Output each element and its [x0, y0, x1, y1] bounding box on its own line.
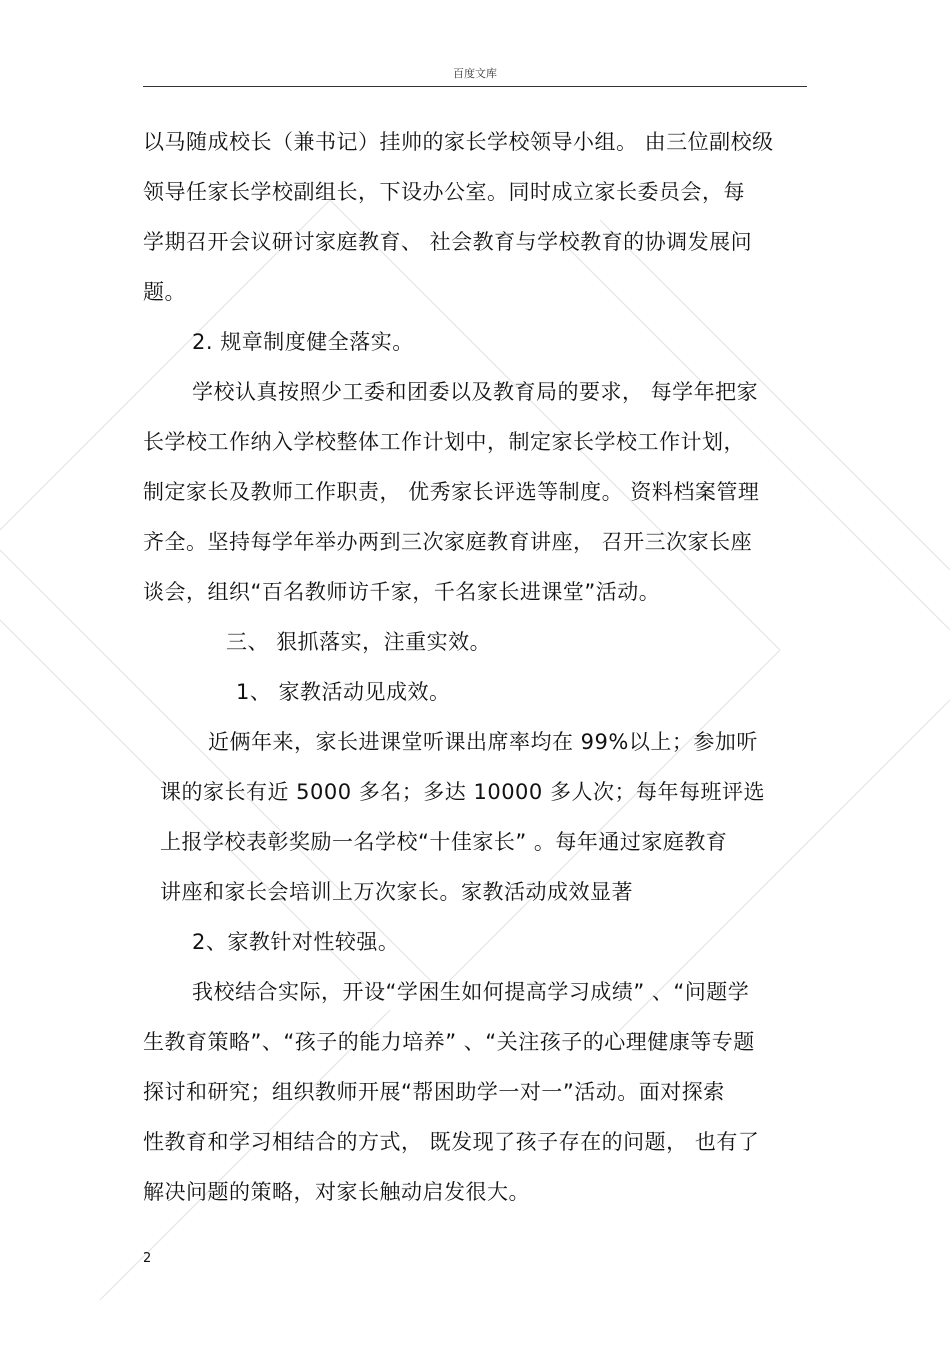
page-header: 百度文库	[143, 64, 807, 87]
paragraph-line: 谈会，组织“百名教师访千家，千名家长进课堂”活动。	[143, 580, 661, 604]
section-heading: 1、 家教活动见成效。	[236, 680, 451, 704]
paragraph-line: 学期召开会议研讨家庭教育、 社会教育与学校教育的协调发展问	[143, 230, 753, 254]
paragraph-line: 齐全。坚持每学年举办两到三次家庭教育讲座， 召开三次家长座	[143, 530, 753, 554]
paragraph-line: 题。	[143, 280, 186, 304]
paragraph-line: 生教育策略”、“孩子的能力培养” 、“关注孩子的心理健康等专题	[143, 1030, 755, 1054]
paragraph-line: 近俩年来，家长进课堂听课出席率均在 99%以上；参加听	[208, 730, 758, 754]
paragraph-line: 性教育和学习相结合的方式， 既发现了孩子存在的问题， 也有了	[143, 1130, 760, 1154]
paragraph-line: 学校认真按照少工委和团委以及教育局的要求， 每学年把家	[192, 380, 759, 404]
paragraph-line: 探讨和研究；组织教师开展“帮困助学一对一”活动。面对探索	[143, 1080, 725, 1104]
paragraph-line: 课的家长有近 5000 多名；多达 10000 多人次；每年每班评选	[160, 780, 765, 804]
paragraph-line: 以马随成校长（兼书记）挂帅的家长学校领导小组。 由三位副校级	[143, 130, 774, 154]
paragraph-line: 解决问题的策略，对家长触动启发很大。	[143, 1180, 530, 1204]
section-heading: 2、家教针对性较强。	[192, 930, 400, 954]
paragraph-line: 制定家长及教师工作职责， 优秀家长评选等制度。 资料档案管理	[143, 480, 760, 504]
paragraph-line: 上报学校表彰奖励一名学校“十佳家长” 。每年通过家庭教育	[160, 830, 728, 854]
paragraph-line: 领导任家长学校副组长，下设办公室。同时成立家长委员会，每	[143, 180, 745, 204]
paragraph-line: 长学校工作纳入学校整体工作计划中，制定家长学校工作计划，	[143, 430, 745, 454]
paragraph-line: 讲座和家长会培训上万次家长。家教活动成效显著	[160, 880, 633, 904]
section-heading: 三、 狠抓落实，注重实效。	[226, 630, 492, 654]
page-number: 2	[143, 1251, 152, 1266]
section-heading: 2. 规章制度健全落实。	[192, 330, 414, 354]
paragraph-line: 我校结合实际，开设“学困生如何提高学习成绩” 、“问题学	[192, 980, 750, 1004]
